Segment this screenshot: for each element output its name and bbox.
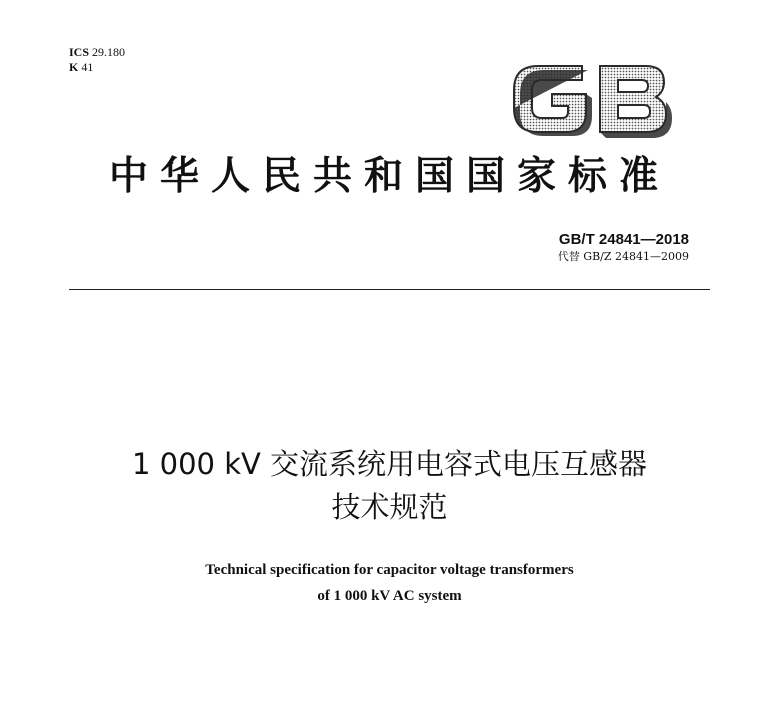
ics-label: ICS [69, 45, 90, 59]
ics-code: 29.180 [92, 45, 126, 59]
ics-code-line [69, 45, 125, 60]
standard-number: GB/T 24841—2018 [558, 231, 689, 248]
chinese-title-line-1: 1 000 kV 交流系统用电容式电压互感器 [131, 447, 648, 481]
english-title-line-2: of 1 000 kV AC system [317, 588, 462, 604]
ccs-label: K [69, 60, 79, 74]
ccs-code: 41 [81, 60, 94, 74]
gb-logo-icon [508, 58, 672, 140]
english-title-line-1: Technical specification for capacitor voltage transformers [205, 562, 574, 578]
classification-codes [69, 45, 125, 75]
logo-letter-b [600, 66, 672, 138]
header-divider [69, 289, 710, 290]
national-standard-title: 中华人民共和国国家标准 [108, 154, 670, 199]
logo-letter-g [514, 66, 592, 136]
chinese-title-line-2: 技术规范 [331, 490, 448, 524]
ccs-code-line [69, 60, 125, 75]
replaced-standard: 代替 GB/Z 24841—2009 [557, 250, 689, 263]
